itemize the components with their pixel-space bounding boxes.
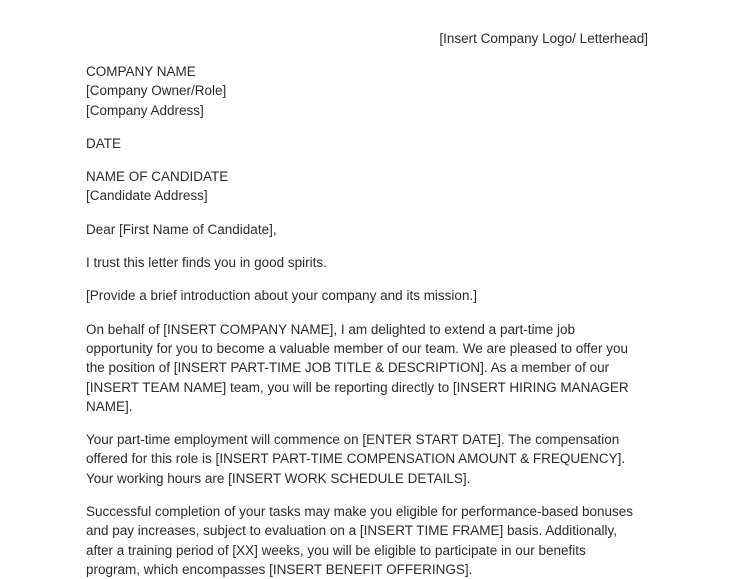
salutation-block — [86, 220, 634, 239]
date-block — [86, 134, 634, 153]
paragraph-bonuses-benefits: Successful completion of your tasks may make you eligible for performance-based bonuses and pay increases, subject to evaluation on a [INSERT TIME FRAME] basis. Additionally, after a training period of [XX] weeks, you will be eligible to participate in our benefits program, which encompasses [INSERT BENEFIT OFFERINGS]. — [86, 504, 634, 577]
sender-company-name: COMPANY NAME — [86, 64, 196, 79]
paragraph-offer-details: On behalf of [INSERT COMPANY NAME], I am delighted to extend a part-time job opportunity for you to become a valuable member of our team. We are pleased to offer you the position of [INSERT PART-TIME JOB TITLE & DESCRIPTION]. As a member of our [INSERT TEAM NAME] team, you will be reporting directly to [INSERT HIRING MANAGER NAME]. — [86, 321, 629, 414]
sender-address: [Company Address] — [86, 102, 204, 118]
sender-address-block — [86, 62, 634, 120]
letterhead-placeholder: [Insert Company Logo/ Letterhead] — [439, 31, 648, 46]
recipient-address-block — [86, 167, 634, 206]
intro-placeholder-block — [86, 286, 634, 305]
opening-line-block — [86, 253, 634, 272]
paragraph-start-date-compensation: Your part-time employment will commence on [ENTER START DATE]. The compensation offered for this role is [INSERT PART-TIME COMPENSATION AMOUNT & FREQUENCY]. Your working hours are [INSERT WORK SCHEDULE DETAILS]. — [86, 432, 626, 486]
opening-line: I trust this letter finds you in good spirits. — [86, 255, 327, 271]
letter-body — [86, 62, 634, 579]
recipient-address: [Candidate Address] — [86, 188, 208, 204]
salutation: Dear [First Name of Candidate], — [86, 221, 277, 237]
recipient-name: NAME OF CANDIDATE — [86, 169, 229, 185]
date-placeholder: DATE — [86, 135, 122, 151]
sender-owner-role: [Company Owner/Role] — [86, 83, 227, 99]
intro-placeholder: [Provide a brief introduction about your company and its mission.] — [86, 288, 477, 304]
